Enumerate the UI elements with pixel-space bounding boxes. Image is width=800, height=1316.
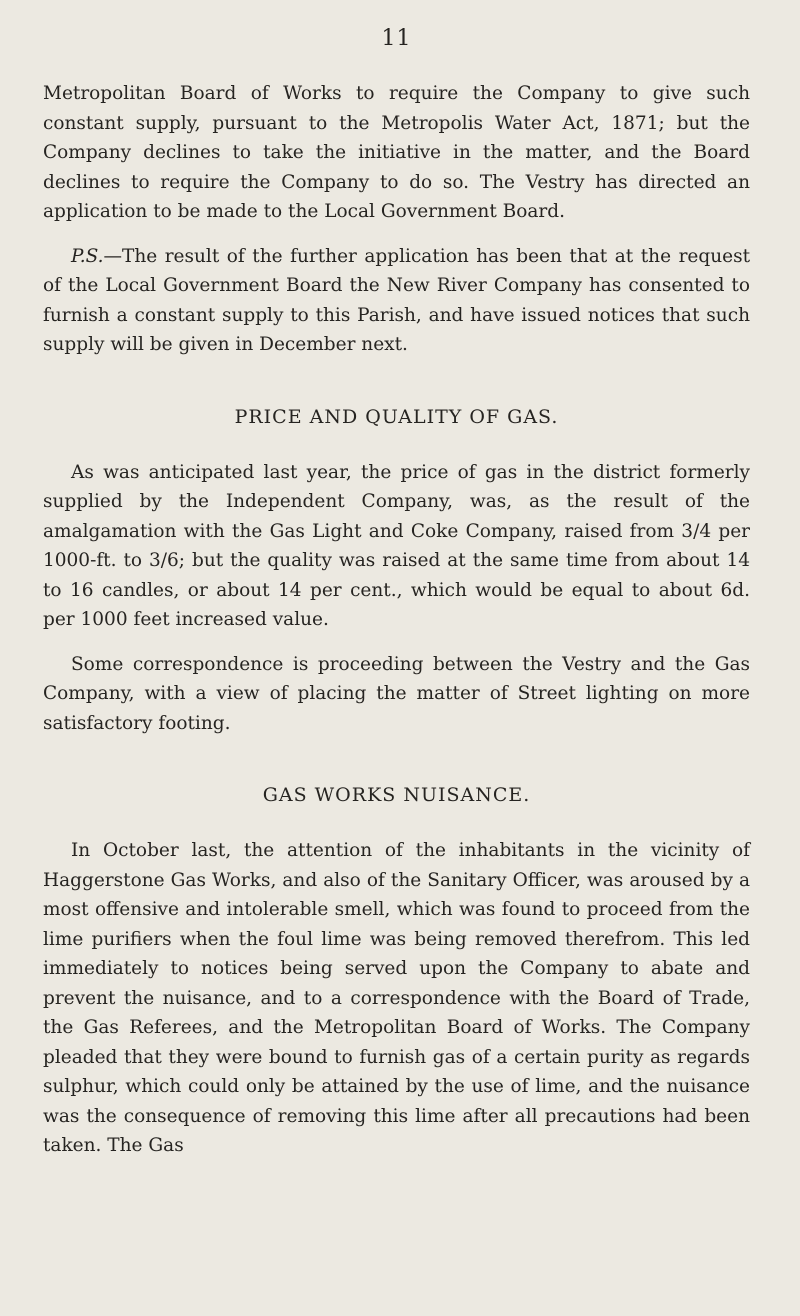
heading-gas-works-nuisance: GAS WORKS NUISANCE. [262, 784, 531, 806]
postscript-label: P.S. [71, 245, 104, 267]
paragraph-street-lighting: Some correspondence is proceeding between the Vestry and the Gas Company, with a view of placing the matter of Street lighting on more satisfactory footing. [43, 653, 750, 734]
page-number: 11 [381, 26, 412, 51]
paragraph-gas-price: As was anticipated last year, the price of gas in the district formerly supplied by the Independent Company, was, as the result of the amalgamation with the Gas Light and Coke Company, raised from 3/4 per 1000-ft. to 3/6; but the quality was raised at the same time from about 14 to 16 candles, or about 14 per cent., which would be equal to about 6d. per 1000 feet increased value. [43, 461, 750, 630]
paragraph-gas-nuisance: In October last, the attention of the inhabitants in the vicinity of Haggerstone Gas Works, and also of the Sanitary Officer, was aroused by a most offensive and intolerable smell, which was found to proceed from the lime purifiers when the foul lime was being removed therefrom. This led immediately to notices being served upon the Company to abate and prevent the nuisance, and to a correspondence with the Board of Trade, the Gas Referees, and the Metropolitan Board of Works. The Company pleaded that they were bound to furnish gas of a certain purity as regards sulphur, which could only be attained by the use of lime, and the nuisance was the consequence of removing this lime after all precautions had been taken. The Gas [43, 840, 750, 1156]
paragraph-water-supply: Metropolitan Board of Works to require the Company to give such constant supply, pursuant to the Metropolis Water Act, 1871; but the Company declines to take the initiative in the matter, and the Board declines to require the Company to do so. The Vestry has directed an application to be made to the Local Government Board. [43, 83, 750, 222]
postscript-text: —The result of the further application has been that at the request of the Local Government Board the New River Company has consented to furnish a constant supply to this Parish, and have issued notices that such supply will be given in December next. [43, 245, 750, 355]
heading-price-quality-gas: PRICE AND QUALITY OF GAS. [234, 405, 559, 428]
paragraph-postscript [43, 242, 750, 360]
